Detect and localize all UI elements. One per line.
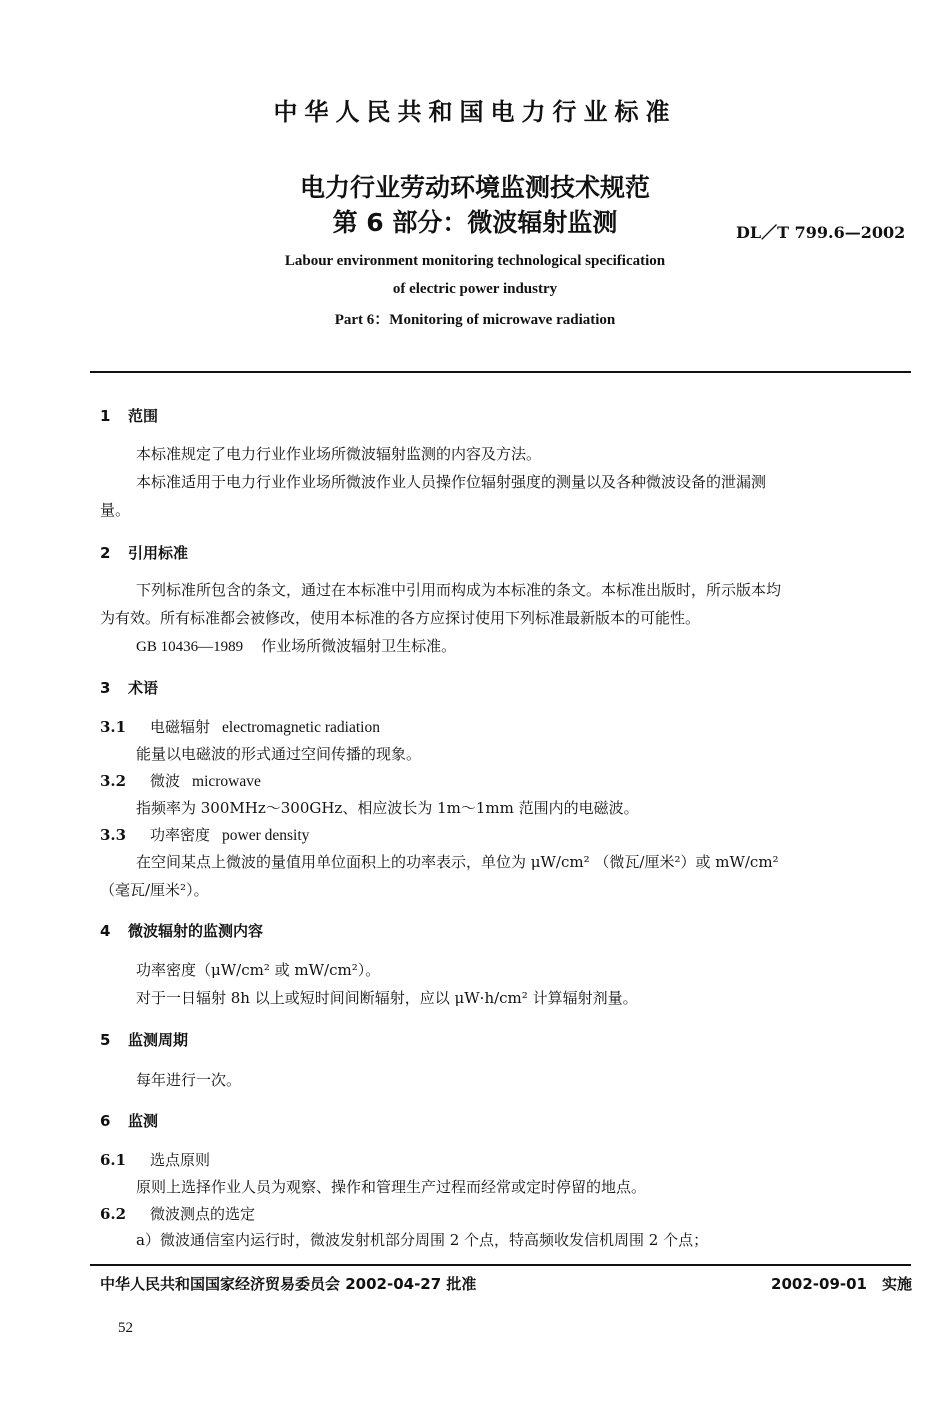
subsection-title: 微波测点的选定 <box>150 1205 256 1223</box>
subsection-number: 6.2 <box>100 1205 127 1223</box>
section-1-paragraph-1: 本标准规定了电力行业作业场所微波辐射监测的内容及方法。 <box>136 445 542 463</box>
section-4-paragraph-2: 对于一日辐射 8h 以上或短时间间断辐射，应以 μW·h/cm² 计算辐射剂量。 <box>136 989 638 1007</box>
term-3-3-definition: 在空间某点上微波的量值用单位面积上的功率表示，单位为 μW/cm² （微瓦/厘米²）或 mW/cm² <box>136 853 779 871</box>
approval-statement: 中华人民共和国国家经济贸易委员会 2002-04-27 批准 <box>100 1275 477 1293</box>
term-number: 3.3 <box>100 826 127 844</box>
header-divider <box>90 371 911 373</box>
term-3-2 <box>100 770 261 791</box>
english-title-line2: of electric power industry <box>392 281 558 297</box>
term-en: power density <box>222 827 310 844</box>
section-1-paragraph-2: 本标准适用于电力行业作业场所微波作业人员操作位辐射强度的测量以及各种微波设备的泄漏测 <box>136 473 767 491</box>
english-title-line1: Labour environment monitoring technological specification <box>284 253 666 269</box>
section-number: 5 <box>100 1031 111 1049</box>
term-en: microwave <box>192 773 261 790</box>
subsection-title: 选点原则 <box>150 1151 211 1169</box>
footer-divider <box>90 1264 911 1266</box>
page-number: 52 <box>118 1320 133 1336</box>
section-2-paragraph-1: 下列标准所包含的条文，通过在本标准中引用而构成为本标准的条文。本标准出版时，所示版本均 <box>136 581 782 599</box>
section-2-heading <box>100 542 188 563</box>
standard-code: DL／T 799.6—2002 <box>736 223 906 242</box>
section-4-paragraph-1: 功率密度（μW/cm² 或 mW/cm²）。 <box>136 961 381 979</box>
section-title: 引用标准 <box>128 544 189 562</box>
english-title-line3: Part 6：Monitoring of microwave radiation <box>334 312 616 328</box>
term-3-3-definition-cont: （毫瓦/厘米²）。 <box>100 881 209 899</box>
subsection-6-1 <box>100 1149 210 1170</box>
section-title: 监测 <box>128 1112 159 1130</box>
term-3-2-definition: 指频率为 300MHz～300GHz、相应波长为 1m～1mm 范围内的电磁波。 <box>136 799 639 817</box>
section-title: 微波辐射的监测内容 <box>128 922 264 940</box>
subsection-number: 6.1 <box>100 1151 127 1169</box>
subsection-6-2 <box>100 1203 255 1224</box>
section-number: 3 <box>100 679 111 697</box>
term-3-3 <box>100 824 309 845</box>
chinese-title-line2: 第 6 部分：微波辐射监测 <box>332 208 618 237</box>
section-title: 监测周期 <box>128 1031 189 1049</box>
section-number: 2 <box>100 544 111 562</box>
section-5-paragraph-1: 每年进行一次。 <box>136 1071 242 1089</box>
chinese-title-line1: 电力行业劳动环境监测技术规范 <box>299 173 650 202</box>
term-en: electromagnetic radiation <box>222 719 380 736</box>
section-title: 术语 <box>128 679 159 697</box>
term-3-1 <box>100 716 380 737</box>
standard-category-title: 中华人民共和国电力行业标准 <box>273 98 677 126</box>
term-number: 3.1 <box>100 718 127 736</box>
section-1-paragraph-2-cont: 量。 <box>100 501 131 519</box>
section-title: 范围 <box>128 407 159 425</box>
effective-date: 2002-09-01 实施 <box>771 1275 912 1293</box>
section-number: 4 <box>100 922 111 940</box>
section-number: 6 <box>100 1112 111 1130</box>
section-1-heading <box>100 405 158 426</box>
section-5-heading <box>100 1029 188 1050</box>
section-4-heading <box>100 920 263 941</box>
term-cn: 功率密度 <box>150 826 211 844</box>
section-3-heading <box>100 677 158 698</box>
section-2-paragraph-1-cont: 为有效。所有标准都会被修改，使用本标准的各方应探讨使用下列标准最新版本的可能性。 <box>100 609 701 627</box>
term-cn: 微波 <box>150 772 181 790</box>
section-number: 1 <box>100 407 111 425</box>
reference-code: GB 10436—1989 <box>136 639 244 655</box>
term-number: 3.2 <box>100 772 127 790</box>
reference-title: 作业场所微波辐射卫生标准。 <box>261 637 457 655</box>
reference-standard <box>136 635 456 656</box>
subsection-6-2-paragraph: a）微波通信室内运行时，微波发射机部分周围 2 个点，特高频收发信机周围 2 个点； <box>136 1231 709 1249</box>
subsection-6-1-paragraph: 原则上选择作业人员为观察、操作和管理生产过程而经常或定时停留的地点。 <box>136 1178 647 1196</box>
term-3-1-definition: 能量以电磁波的形式通过空间传播的现象。 <box>136 745 422 763</box>
section-6-heading <box>100 1110 158 1131</box>
term-cn: 电磁辐射 <box>150 718 211 736</box>
